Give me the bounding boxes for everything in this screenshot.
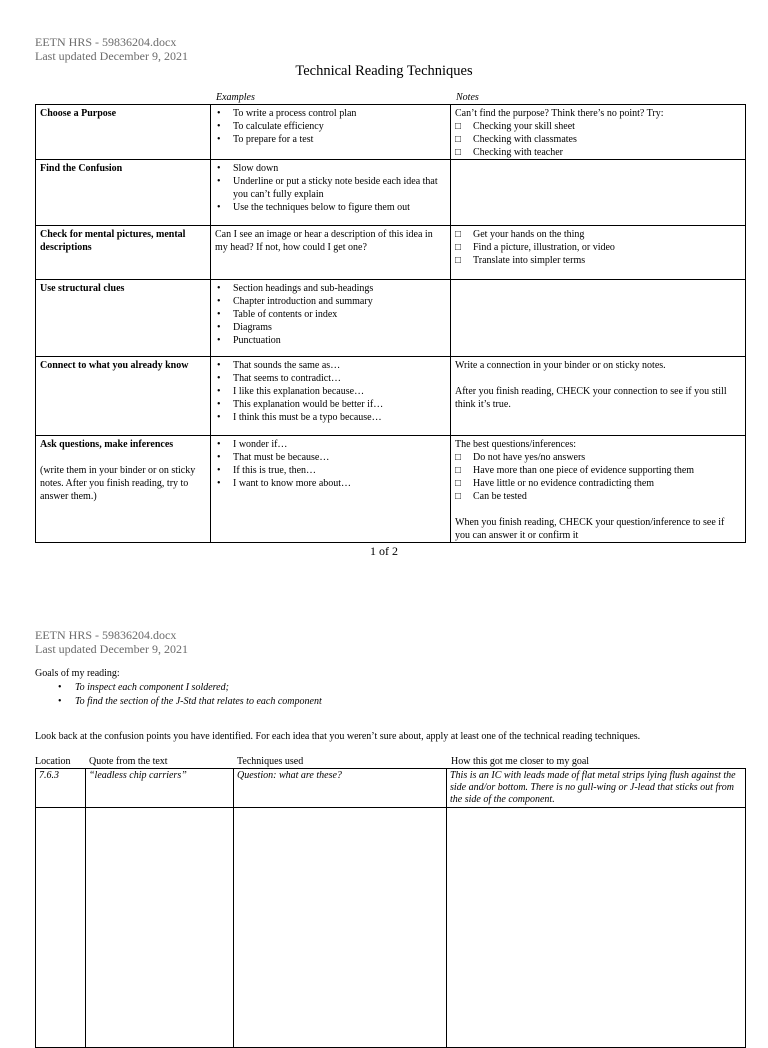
techniques-cell: Question: what are these? bbox=[234, 769, 447, 808]
example-item: • That must be because… bbox=[233, 451, 446, 464]
document-title: Technical Reading Techniques bbox=[295, 63, 473, 79]
examples-cell bbox=[211, 105, 451, 160]
doc-filename-header: EETN HRS - 59836204.docx bbox=[35, 628, 177, 642]
example-item: • If this is true, then… bbox=[233, 464, 446, 477]
notes-column-heading: Notes bbox=[456, 92, 479, 103]
goals-label: Goals of my reading: bbox=[35, 668, 120, 679]
example-item: • I think this must be a typo because… bbox=[233, 411, 446, 424]
examples-cell bbox=[211, 280, 451, 357]
examples-cell bbox=[211, 160, 451, 226]
page-number: 1 of 2 bbox=[370, 544, 398, 558]
technique-row bbox=[36, 436, 746, 543]
technique-label: Ask questions, make inferences bbox=[40, 439, 174, 450]
reading-goals bbox=[35, 667, 322, 709]
technique-sublabel: (write them in your binder or on sticky notes. After you finish reading, try to answer them.) bbox=[40, 465, 196, 502]
examples-cell bbox=[211, 357, 451, 436]
doc-filename-header: EETN HRS - 59836204.docx bbox=[35, 35, 177, 49]
technique-label: Find the Confusion bbox=[36, 160, 211, 226]
quote-cell: “leadless chip carriers” bbox=[86, 769, 234, 808]
technique-row bbox=[36, 105, 746, 160]
examples-text: Can I see an image or hear a description of this idea in my head? If not, how could I get one? bbox=[215, 229, 433, 253]
technique-label: Check for mental pictures, mental descriptions bbox=[36, 226, 211, 280]
goal-progress-cell: This is an IC with leads made of flat metal strips lying flush against the side and/or bottom. There is no gull-wing or J-lead that sticks out from the side of the component. bbox=[447, 769, 746, 808]
techniques-table bbox=[35, 104, 746, 543]
example-item: • To calculate efficiency bbox=[233, 120, 446, 133]
checkbox-item: □ Do not have yes/no answers bbox=[473, 451, 741, 464]
checkbox-item: □ Checking with teacher bbox=[473, 146, 741, 159]
page-2 bbox=[0, 600, 768, 1024]
notes-text: When you finish reading, CHECK your question/inference to see if you can answer it or confirm it bbox=[455, 517, 725, 541]
notes-cell bbox=[451, 280, 746, 357]
example-item: • Use the techniques below to figure them out bbox=[233, 201, 446, 214]
example-item: • To write a process control plan bbox=[233, 107, 446, 120]
examples-cell bbox=[211, 226, 451, 280]
location-cell: 7.6.3 bbox=[36, 769, 86, 808]
techniques-cell[interactable] bbox=[234, 808, 447, 1048]
example-item: • This explanation would be better if… bbox=[233, 398, 446, 411]
example-item: • I like this explanation because… bbox=[233, 385, 446, 398]
technique-row bbox=[36, 160, 746, 226]
goal-progress-cell[interactable] bbox=[447, 808, 746, 1048]
table-row bbox=[36, 769, 746, 808]
notes-text: After you finish reading, CHECK your connection to see if you still think it’s true. bbox=[455, 386, 727, 410]
notes-text: Can’t find the purpose? Think there’s no point? Try: bbox=[455, 108, 664, 119]
notes-cell bbox=[451, 160, 746, 226]
technique-row bbox=[36, 280, 746, 357]
table-row bbox=[36, 808, 746, 1048]
checkbox-item: □ Have more than one piece of evidence supporting them bbox=[473, 464, 741, 477]
checkbox-item: □ Have little or no evidence contradicting them bbox=[473, 477, 741, 490]
location-cell[interactable] bbox=[36, 808, 86, 1048]
technique-label: Use structural clues bbox=[36, 280, 211, 357]
notes-cell bbox=[451, 436, 746, 543]
technique-label: Choose a Purpose bbox=[36, 105, 211, 160]
technique-label-cell bbox=[36, 436, 211, 543]
examples-column-heading: Examples bbox=[216, 92, 255, 103]
example-item: • Punctuation bbox=[233, 334, 446, 347]
checkbox-item: □ Get your hands on the thing bbox=[473, 228, 741, 241]
location-column-header: Location bbox=[35, 756, 71, 767]
notes-cell bbox=[451, 357, 746, 436]
instructions: Look back at the confusion points you have identified. For each idea that you weren’t sure about, apply at least one of the technical reading techniques. bbox=[35, 731, 641, 742]
goal-progress-column-header: How this got me closer to my goal bbox=[451, 756, 590, 767]
examples-cell bbox=[211, 436, 451, 543]
checkbox-item: □ Translate into simpler terms bbox=[473, 254, 741, 267]
goal-item: • To inspect each component I soldered; bbox=[75, 681, 322, 695]
technique-row bbox=[36, 226, 746, 280]
doc-updated-header: Last updated December 9, 2021 bbox=[35, 642, 188, 656]
checkbox-item: □ Checking your skill sheet bbox=[473, 120, 741, 133]
confusion-log-table bbox=[35, 768, 746, 1048]
checkbox-item: □ Checking with classmates bbox=[473, 133, 741, 146]
example-item: • I wonder if… bbox=[233, 438, 446, 451]
example-item: • I want to know more about… bbox=[233, 477, 446, 490]
quote-cell[interactable] bbox=[86, 808, 234, 1048]
notes-cell bbox=[451, 105, 746, 160]
example-item: • Diagrams bbox=[233, 321, 446, 334]
example-item: • That sounds the same as… bbox=[233, 359, 446, 372]
example-item: • Underline or put a sticky note beside each idea that you can’t fully explain bbox=[233, 175, 446, 201]
notes-cell bbox=[451, 226, 746, 280]
example-item: • Table of contents or index bbox=[233, 308, 446, 321]
technique-label: Connect to what you already know bbox=[36, 357, 211, 436]
example-item: • Chapter introduction and summary bbox=[233, 295, 446, 308]
quote-column-header: Quote from the text bbox=[89, 756, 168, 767]
checkbox-item: □ Can be tested bbox=[473, 490, 741, 503]
example-item: • That seems to contradict… bbox=[233, 372, 446, 385]
example-item: • To prepare for a test bbox=[233, 133, 446, 146]
notes-text: Write a connection in your binder or on sticky notes. bbox=[455, 360, 666, 371]
goal-item: • To find the section of the J-Std that relates to each component bbox=[75, 695, 322, 709]
notes-text: The best questions/inferences: bbox=[455, 439, 577, 450]
example-item: • Section headings and sub-headings bbox=[233, 282, 446, 295]
techniques-column-header: Techniques used bbox=[237, 756, 304, 767]
checkbox-item: □ Find a picture, illustration, or video bbox=[473, 241, 741, 254]
example-item: • Slow down bbox=[233, 162, 446, 175]
doc-updated-header: Last updated December 9, 2021 bbox=[35, 49, 188, 63]
technique-row bbox=[36, 357, 746, 436]
